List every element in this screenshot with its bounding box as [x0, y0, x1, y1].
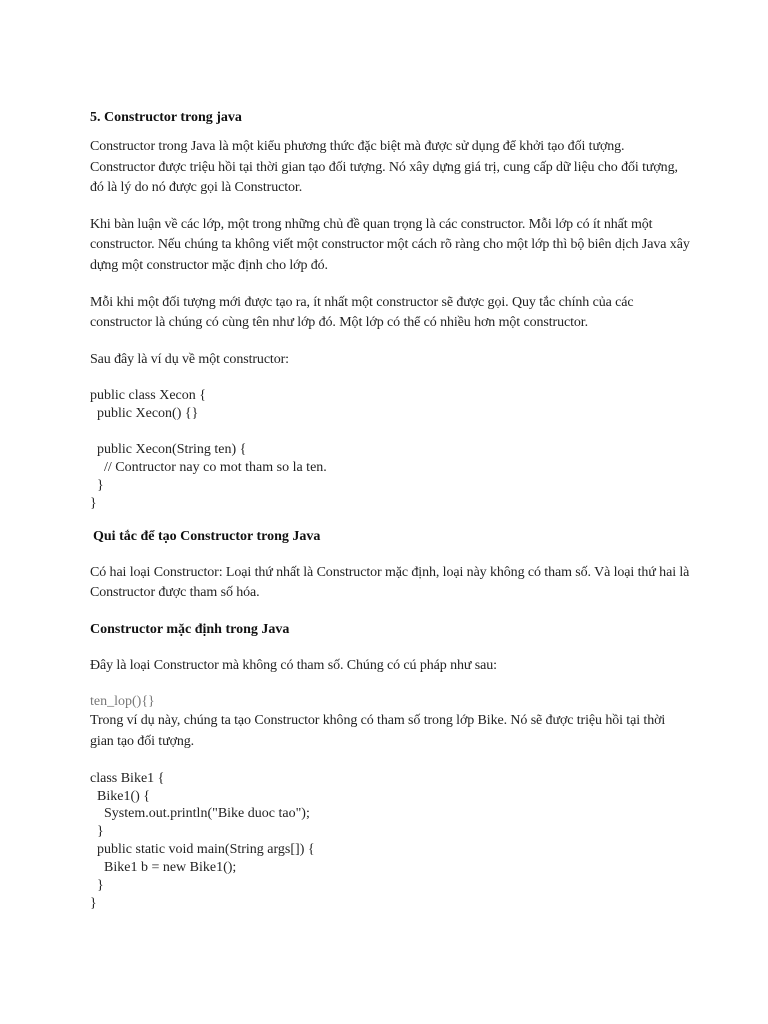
paragraph-constructor-types: Có hai loại Constructor: Loại thứ nhất là Constructor mặc định, loại này không có tham số. Và loại thứ hai là Constructor được tham số hóa. [90, 564, 690, 601]
code-block-bike: class Bike1 { Bike1() { System.out.println("Bike duoc tao"); } public static void main(String args[]) { Bike1 b = new Bike1(); } } [90, 770, 315, 911]
paragraph-default-syntax-intro: Đây là loại Constructor mà không có tham số. Chúng có cú pháp như sau: [90, 657, 497, 673]
code-block-xecon: public class Xecon { public Xecon() {} public Xecon(String ten) { // Contructor nay co mot tham so la ten. } } [90, 388, 327, 511]
section-heading-constructor: 5. Constructor trong java [90, 110, 242, 125]
paragraph-classes: Khi bàn luận về các lớp, một trong những chủ đề quan trọng là các constructor. Mỗi lớp có ít nhất một constructor. Nếu chúng ta không viết một constructor một cách rõ ràng cho một lớp thì bộ biên dịch Java xây dựng một constructor mặc định cho lớp đó. [90, 216, 690, 273]
paragraph-bike-example: Trong ví dụ này, chúng ta tạo Constructor không có tham số trong lớp Bike. Nó sẽ được triệu hồi tại thời gian tạo đối tượng. [90, 713, 666, 750]
paragraph-intro: Constructor trong Java là một kiểu phương thức đặc biệt mà được sử dụng để khởi tạo đối tượng. Constructor được triệu hồi tại thời gian tạo đối tượng. Nó xây dựng giá trị, cung cấp dữ liệu cho đối tượng, đó là lý do nó được gọi là Constructor. [90, 139, 678, 196]
section-heading-default-constructor: Constructor mặc định trong Java [90, 621, 290, 637]
document-content [90, 109, 690, 913]
section-heading-rules: Qui tắc để tạo Constructor trong Java [93, 528, 321, 544]
paragraph-rules: Mỗi khi một đối tượng mới được tạo ra, ít nhất một constructor sẽ được gọi. Quy tắc chính của các constructor là chúng có cùng tên như lớp đó. Một lớp có thể có nhiều hơn một constructor. [90, 294, 634, 331]
paragraph-example-intro: Sau đây là ví dụ về một constructor: [90, 351, 289, 367]
syntax-example: ten_lop(){} [90, 694, 155, 710]
